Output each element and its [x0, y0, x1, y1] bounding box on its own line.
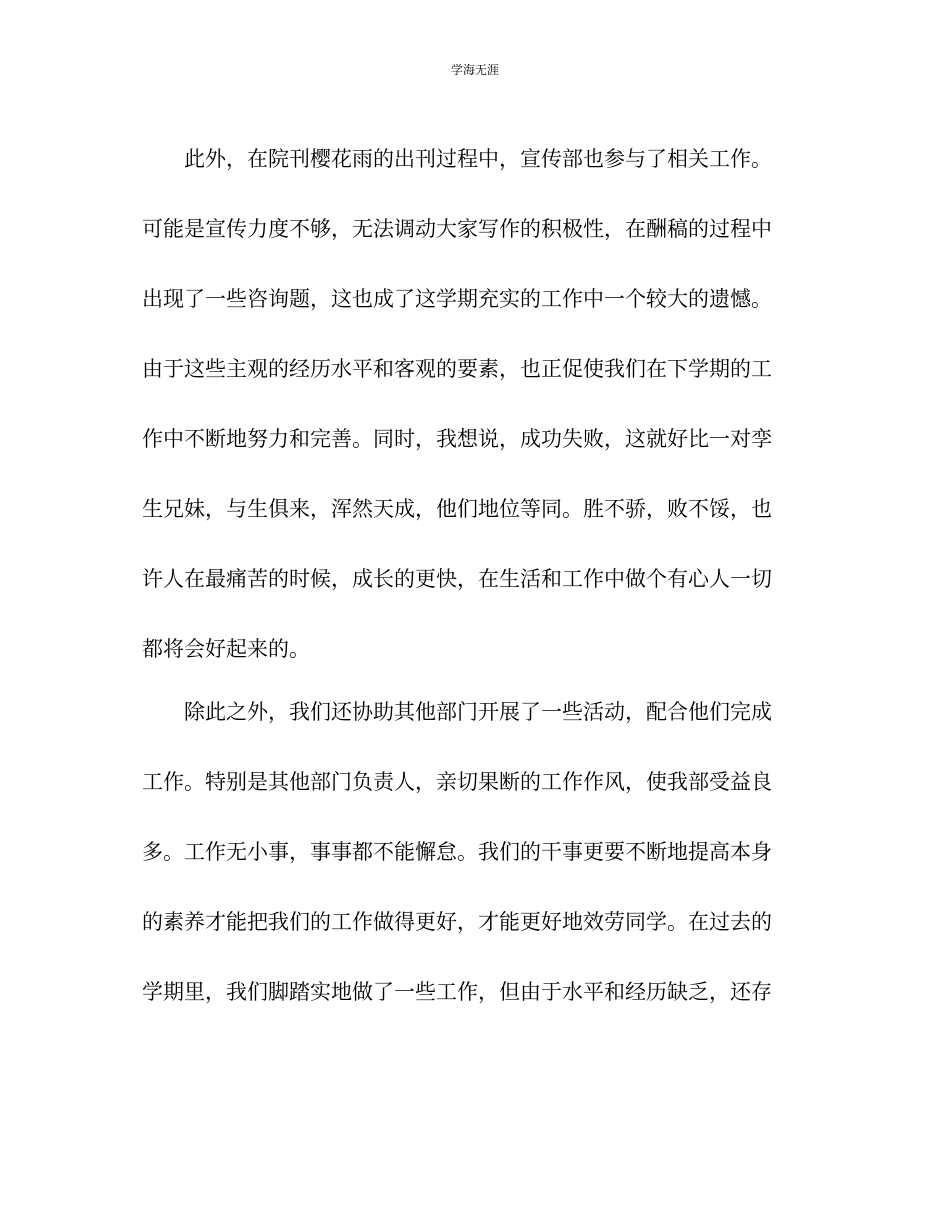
body-text-line: 此外，在院刊樱花雨的出刊过程中，宣传部也参与了相关工作。	[184, 147, 772, 171]
body-text-line: 的素养才能把我们的工作做得更好，才能更好地效劳同学。在过去的	[142, 910, 772, 934]
body-text-line: 都将会好起来的。	[142, 637, 310, 661]
body-text-line: 学期里，我们脚踏实地做了一些工作，但由于水平和经历缺乏，还存	[142, 980, 772, 1004]
body-text-line: 多。工作无小事，事事都不能懈怠。我们的干事更要不断地提高本身	[142, 840, 772, 864]
body-text-line: 工作。特别是其他部门负责人，亲切果断的工作作风，使我部受益良	[142, 770, 772, 794]
page-header: 学海无涯	[450, 63, 499, 77]
body-text-line: 作中不断地努力和完善。同时，我想说，成功失败，这就好比一对孪	[142, 427, 772, 451]
body-text-line: 由于这些主观的经历水平和客观的要素，也正促使我们在下学期的工	[142, 357, 772, 381]
body-text-line: 除此之外，我们还协助其他部门开展了一些活动，配合他们完成	[184, 700, 772, 724]
body-text-line: 可能是宣传力度不够，无法调动大家写作的积极性，在酬稿的过程中	[142, 217, 772, 241]
body-text-line: 许人在最痛苦的时候，成长的更快，在生活和工作中做个有心人一切	[142, 567, 772, 591]
body-text-line: 出现了一些咨询题，这也成了这学期充实的工作中一个较大的遗憾。	[142, 287, 772, 311]
body-text-line: 生兄妹，与生俱来，浑然天成，他们地位等同。胜不骄，败不馁，也	[142, 497, 772, 521]
